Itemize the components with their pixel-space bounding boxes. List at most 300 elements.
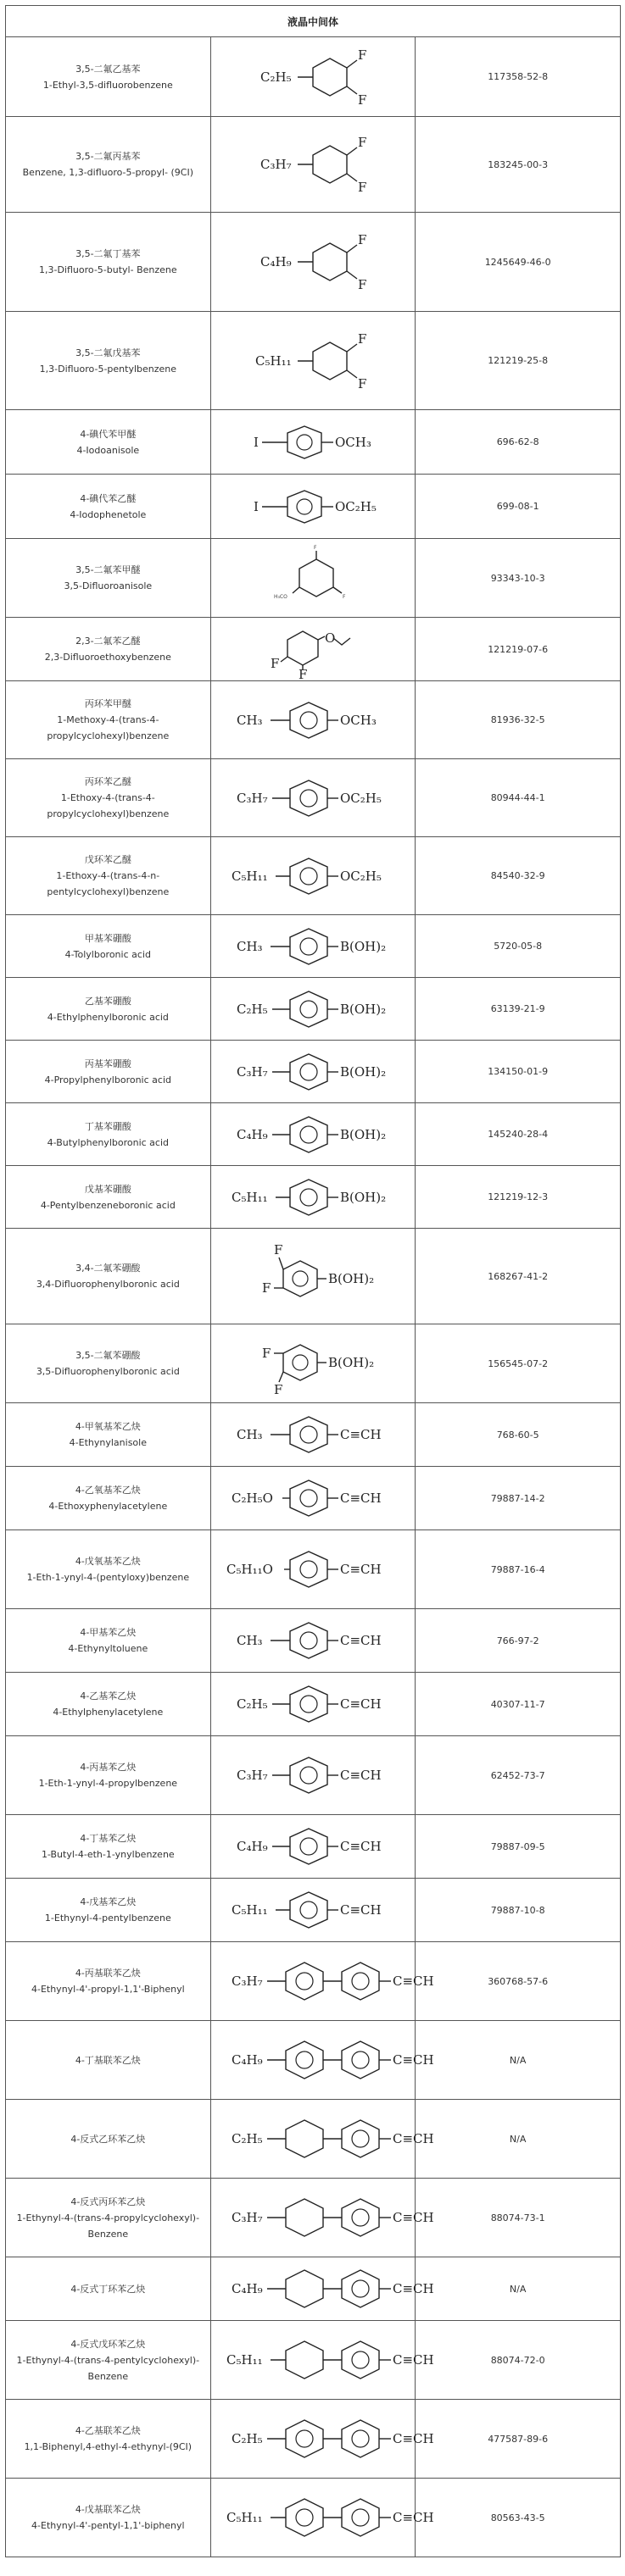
chinese-name: 3,5-二氟苯硼酸 — [75, 1350, 141, 1361]
substituent-label: H₃CO — [273, 594, 287, 600]
cas-number: 88074-72-0 — [416, 2321, 621, 2400]
english-name: 1-Ethyl-3,5-difluorobenzene — [42, 79, 173, 91]
structure-cell — [210, 1403, 416, 1467]
table-row — [6, 2179, 621, 2257]
compound-name — [6, 2400, 211, 2479]
chinese-name: 4-乙基联苯乙炔 — [75, 2425, 141, 2436]
table-row — [6, 1041, 621, 1103]
fluorine-label: F — [357, 277, 367, 292]
chinese-name: 4-乙氧基苯乙炔 — [75, 1485, 141, 1496]
structure-diagram — [211, 1887, 415, 1933]
right-substituent: OC₂H₅ — [339, 790, 382, 806]
right-substituent: C≡CH — [392, 2281, 434, 2296]
chinese-name: 戊环苯乙醚 — [84, 854, 131, 865]
left-substituent: C₅H₁₁ — [231, 1902, 268, 1918]
english-name: 1,3-Difluoro-5-pentylbenzene — [39, 363, 177, 375]
structure-diagram — [211, 1475, 415, 1521]
structure-cell — [210, 475, 416, 539]
cas-number: 477587-89-6 — [416, 2400, 621, 2479]
english-name: 1,3-Difluoro-5-butyl- Benzene — [39, 264, 177, 275]
table-row — [6, 1229, 621, 1324]
chinese-name: 4-丁基联苯乙炔 — [75, 2054, 141, 2066]
cas-number: 1245649-46-0 — [416, 213, 621, 312]
right-substituent: B(OH)₂ — [339, 1063, 387, 1080]
left-substituent: I — [253, 434, 259, 450]
chinese-name: 4-反式丙环苯乙炔 — [70, 2196, 146, 2207]
compound-name — [6, 2021, 211, 2100]
cas-number: 80944-44-1 — [416, 759, 621, 837]
left-substituent: CH₃ — [236, 712, 263, 728]
chinese-name: 2,3-二氟苯乙醚 — [75, 636, 141, 647]
chinese-name: 4-戊基联苯乙炔 — [75, 2504, 141, 2515]
fluorine-label: F — [357, 232, 367, 247]
cas-number: 5720-05-8 — [416, 915, 621, 978]
structure-cell — [210, 1229, 416, 1324]
cas-number: 168267-41-2 — [416, 1229, 621, 1324]
chinese-name: 甲基苯硼酸 — [84, 932, 131, 944]
structure-cell — [210, 837, 416, 915]
compound-name — [6, 1879, 211, 1942]
left-substituent: CH₃ — [236, 938, 263, 954]
left-substituent: I — [253, 498, 259, 514]
english-name: 1-Butyl-4-eth-1-ynylbenzene — [41, 1849, 175, 1860]
structure-diagram — [237, 122, 389, 207]
table-row — [6, 1673, 621, 1736]
right-substituent: C≡CH — [392, 2352, 434, 2368]
structure-diagram — [228, 421, 398, 464]
compound-name — [6, 1673, 211, 1736]
right-substituent: C≡CH — [339, 1562, 382, 1577]
cas-number: 79887-14-2 — [416, 1467, 621, 1530]
table-row — [6, 37, 621, 117]
chinese-name: 4-碘代苯甲醚 — [80, 428, 137, 440]
compound-name — [6, 213, 211, 312]
chinese-name: 丙基苯硼酸 — [84, 1058, 131, 1069]
chinese-name: 4-乙基苯乙炔 — [80, 1690, 137, 1702]
structure-diagram — [211, 1049, 415, 1095]
cas-number: 121219-07-6 — [416, 618, 621, 681]
structure-cell — [210, 2179, 434, 2257]
structure-cell — [210, 1467, 416, 1530]
table-row — [6, 2479, 621, 2557]
right-substituent: B(OH)₂ — [327, 1355, 375, 1370]
table-row — [6, 410, 621, 475]
left-substituent: C₂H₅O — [231, 1491, 273, 1506]
compound-name — [6, 2321, 211, 2400]
cas-number: 79887-09-5 — [416, 1815, 621, 1879]
english-name: 4-Ethoxyphenylacetylene — [48, 1501, 168, 1512]
cas-number: 117358-52-8 — [416, 37, 621, 117]
chinese-name: 丁基苯硼酸 — [84, 1120, 131, 1132]
table-header-row — [6, 6, 621, 37]
structure-diagram — [211, 1618, 415, 1663]
left-substituent: C₅H₁₁O — [226, 1562, 273, 1577]
english-name: 1-Ethynyl-4-(trans-4-pentylcyclohexyl)- Benzene — [16, 2354, 200, 2382]
right-substituent: C≡CH — [339, 1633, 382, 1648]
right-substituent: C≡CH — [339, 1839, 382, 1854]
structure-diagram — [211, 853, 415, 899]
chinese-name: 3,5-二氟苯甲醚 — [75, 564, 141, 575]
compound-name — [6, 117, 211, 213]
structure-diagram — [211, 1752, 415, 1798]
right-substituent: OCH₃ — [339, 712, 377, 728]
left-substituent: C₅H₁₁ — [231, 1189, 268, 1205]
structure-diagram — [211, 1681, 415, 1727]
left-substituent: C₅H₁₁ — [231, 868, 268, 884]
compound-name — [6, 539, 211, 618]
fluorine-label: F — [270, 656, 280, 671]
compound-name — [6, 1166, 211, 1229]
right-substituent: C≡CH — [392, 2052, 434, 2068]
cas-number: 145240-28-4 — [416, 1103, 621, 1166]
chinese-name: 4-碘代苯乙醚 — [80, 492, 137, 504]
cas-number: 768-60-5 — [416, 1403, 621, 1467]
cas-number: 93343-10-3 — [416, 539, 621, 618]
intermediates-table — [5, 5, 621, 2557]
english-name: 1-Ethynyl-4-(trans-4-propylcyclohexyl)- Benzene — [16, 2212, 200, 2240]
chinese-name: 4-甲基苯乙炔 — [80, 1627, 137, 1638]
cas-number: 156545-07-2 — [416, 1324, 621, 1403]
table-row — [6, 978, 621, 1041]
compound-name — [6, 618, 211, 681]
table-row — [6, 1815, 621, 1879]
left-substituent: CH₃ — [236, 1427, 263, 1442]
table-row — [6, 475, 621, 539]
english-name: 4-Iodoanisole — [76, 444, 140, 456]
structure-diagram — [211, 1174, 415, 1220]
english-name: 3,5-Difluorophenylboronic acid — [36, 1366, 180, 1377]
oxygen-label: O — [324, 630, 336, 646]
table-row — [6, 1166, 621, 1229]
english-name: 4-Ethylphenylboronic acid — [47, 1011, 169, 1023]
structure-cell — [210, 2479, 434, 2557]
right-substituent: C≡CH — [339, 1696, 382, 1712]
compound-name — [6, 1942, 211, 2021]
left-substituent: C₃H₇ — [236, 1063, 268, 1080]
cas-number: 40307-11-7 — [416, 1673, 621, 1736]
cas-number: 121219-12-3 — [416, 1166, 621, 1229]
fluorine-label: F — [261, 1280, 271, 1296]
fluorine-label: F — [342, 594, 346, 600]
cas-number: 62452-73-7 — [416, 1736, 621, 1815]
left-substituent: C₂H₅ — [236, 1001, 268, 1017]
fluorine-label: F — [273, 1382, 283, 1397]
english-name: 4-Ethynyl-4'-pentyl-1,1'-biphenyl — [31, 2520, 185, 2531]
left-substituent: C₂H₅ — [231, 2431, 263, 2446]
structure-cell — [210, 1166, 416, 1229]
cas-number: 699-08-1 — [416, 475, 621, 539]
compound-name — [6, 1229, 211, 1324]
fluorine-label: F — [261, 1346, 271, 1361]
chinese-name: 4-丙基联苯乙炔 — [75, 1968, 141, 1979]
table-row — [6, 312, 621, 410]
chinese-name: 3,5-二氟丙基苯 — [75, 151, 141, 162]
substituent-label: C₃H₇ — [259, 157, 292, 172]
right-substituent: OC₂H₅ — [334, 498, 377, 514]
compound-name — [6, 1609, 211, 1673]
structure-cell — [210, 618, 416, 681]
structure-diagram — [228, 1328, 398, 1399]
right-substituent: C≡CH — [392, 2131, 434, 2146]
fluorine-label: F — [357, 92, 367, 108]
right-substituent: OC₂H₅ — [339, 868, 382, 884]
structure-cell — [210, 681, 416, 759]
structure-cell — [210, 2021, 434, 2100]
right-substituent: C≡CH — [392, 2210, 434, 2225]
compound-name — [6, 1530, 211, 1609]
right-substituent: B(OH)₂ — [339, 1126, 387, 1142]
chinese-name: 乙基苯硼酸 — [84, 995, 131, 1007]
compound-name — [6, 2179, 211, 2257]
structure-cell — [210, 1041, 416, 1103]
structure-cell — [210, 1673, 416, 1736]
chinese-name: 4-甲氧基苯乙炔 — [75, 1421, 141, 1432]
english-name: 4-Butylphenylboronic acid — [47, 1136, 169, 1148]
table-row — [6, 1324, 621, 1403]
english-name: 4-Propylphenylboronic acid — [44, 1074, 171, 1085]
table-row — [6, 1467, 621, 1530]
structure-cell — [210, 2100, 434, 2179]
left-substituent: C₃H₇ — [231, 2210, 263, 2225]
right-substituent: C≡CH — [339, 1427, 382, 1442]
chinese-name: 4-反式丁环苯乙炔 — [70, 2283, 146, 2295]
cas-number: 88074-73-1 — [416, 2179, 621, 2257]
chinese-name: 4-反式戊环苯乙炔 — [70, 2338, 146, 2350]
cas-number: 121219-25-8 — [416, 312, 621, 410]
table-row — [6, 117, 621, 213]
cas-number: N/A — [416, 2100, 621, 2179]
english-name: 4-Ethynylanisole — [69, 1437, 147, 1448]
structure-diagram — [211, 1824, 415, 1869]
table-row — [6, 1103, 621, 1166]
left-substituent: CH₃ — [236, 1633, 263, 1648]
english-name: 3,4-Difluorophenylboronic acid — [36, 1279, 180, 1290]
english-name: 4-Tolylboronic acid — [64, 948, 151, 960]
table-row — [6, 1403, 621, 1467]
compound-name — [6, 1324, 211, 1403]
left-substituent: C₄H₉ — [231, 2281, 263, 2296]
right-substituent: C≡CH — [392, 1974, 434, 1989]
table-row — [6, 1736, 621, 1815]
table-row — [6, 2021, 621, 2100]
structure-diagram — [228, 486, 398, 528]
structure-diagram — [211, 924, 415, 969]
chinese-name: 4-反式乙环苯乙炔 — [70, 2133, 146, 2145]
substituent-label: C₂H₅ — [259, 69, 292, 85]
compound-name — [6, 2100, 211, 2179]
structure-diagram — [237, 218, 389, 306]
right-substituent: C≡CH — [392, 2431, 434, 2446]
compound-name — [6, 681, 211, 759]
table-header: 液晶中间体 — [6, 6, 621, 37]
right-substituent: C≡CH — [339, 1768, 382, 1783]
table-row — [6, 1879, 621, 1942]
english-name: 1-Ethoxy-4-(trans-4-n-pentylcyclohexyl)benzene — [47, 870, 170, 897]
structure-diagram — [211, 775, 415, 821]
structure-cell — [210, 2400, 434, 2479]
fluorine-label: F — [273, 1242, 283, 1257]
left-substituent: C₃H₇ — [236, 790, 268, 806]
english-name: 2,3-Difluoroethoxybenzene — [44, 652, 171, 663]
structure-cell — [210, 410, 416, 475]
structure-cell — [210, 759, 416, 837]
compound-name — [6, 2257, 211, 2321]
cas-number: 766-97-2 — [416, 1609, 621, 1673]
structure-cell — [210, 117, 416, 213]
left-substituent: C₂H₅ — [236, 1696, 268, 1712]
structure-diagram — [237, 317, 389, 405]
right-substituent: OCH₃ — [334, 434, 371, 450]
chinese-name: 丙环苯甲醚 — [84, 698, 131, 709]
compound-name — [6, 1736, 211, 1815]
right-substituent: B(OH)₂ — [327, 1271, 375, 1286]
chinese-name: 戊基苯硼酸 — [84, 1183, 131, 1195]
chinese-name: 3,5-二氟乙基苯 — [75, 63, 141, 75]
left-substituent: C₄H₉ — [231, 2052, 263, 2068]
structure-cell — [210, 1103, 416, 1166]
cas-number: 360768-57-6 — [416, 1942, 621, 2021]
table-row — [6, 2257, 621, 2321]
left-substituent: C₃H₇ — [236, 1768, 268, 1783]
right-substituent: B(OH)₂ — [339, 1001, 387, 1017]
structure-cell — [210, 213, 416, 312]
right-substituent: C≡CH — [339, 1491, 382, 1506]
fluorine-label: F — [357, 375, 367, 391]
structure-cell — [210, 312, 416, 410]
right-substituent: C≡CH — [392, 2510, 434, 2525]
chinese-name: 4-戊氧基苯乙炔 — [75, 1556, 141, 1567]
structure-diagram — [237, 40, 389, 114]
cas-number: 79887-16-4 — [416, 1530, 621, 1609]
cas-number: 183245-00-3 — [416, 117, 621, 213]
cas-number: N/A — [416, 2257, 621, 2321]
chinese-name: 丙环苯乙醚 — [84, 776, 131, 787]
table-row — [6, 1530, 621, 1609]
structure-diagram — [211, 1112, 415, 1158]
table-row — [6, 681, 621, 759]
structure-cell — [210, 1324, 416, 1403]
english-name: 1-Ethynyl-4-pentylbenzene — [44, 1913, 171, 1924]
fluorine-label: F — [298, 667, 308, 679]
compound-name — [6, 410, 211, 475]
table-row — [6, 1609, 621, 1673]
table-row — [6, 618, 621, 681]
cas-number: 84540-32-9 — [416, 837, 621, 915]
structure-diagram — [211, 697, 415, 743]
substituent-label: C₄H₉ — [259, 254, 292, 269]
structure-cell — [210, 2321, 434, 2400]
cas-number: 81936-32-5 — [416, 681, 621, 759]
compound-name — [6, 312, 211, 410]
left-substituent: C₅H₁₁ — [226, 2352, 263, 2368]
fluorine-label: F — [357, 135, 367, 150]
structure-diagram — [211, 1546, 415, 1592]
chinese-name: 3,5-二氟丁基苯 — [75, 248, 141, 259]
structure-cell — [210, 1942, 434, 2021]
english-name: 4-Ethynyltoluene — [68, 1643, 148, 1654]
page — [5, 5, 621, 2557]
structure-cell — [210, 1879, 416, 1942]
table-row — [6, 539, 621, 618]
english-name: 4-Iodophenetole — [70, 508, 147, 520]
fluorine-label: F — [357, 330, 367, 347]
compound-name — [6, 1815, 211, 1879]
english-name: 1-Methoxy-4-(trans-4-propylcyclohexyl)benzene — [47, 714, 170, 741]
right-substituent: B(OH)₂ — [339, 1189, 387, 1205]
english-name: 3,5-Difluoroanisole — [64, 580, 153, 591]
structure-cell — [210, 2257, 434, 2321]
structure-cell — [210, 915, 416, 978]
english-name: 1-Ethoxy-4-(trans-4-propylcyclohexyl)benzene — [47, 792, 170, 819]
table-row — [6, 1942, 621, 2021]
compound-name — [6, 759, 211, 837]
structure-diagram — [245, 619, 381, 679]
structure-cell — [210, 1609, 416, 1673]
cas-number: 696-62-8 — [416, 410, 621, 475]
table-row — [6, 2100, 621, 2179]
fluorine-label: F — [357, 47, 367, 63]
compound-name — [6, 1103, 211, 1166]
english-name: 1-Eth-1-ynyl-4-(pentyloxy)benzene — [26, 1572, 190, 1583]
left-substituent: C₄H₉ — [236, 1126, 268, 1142]
english-name: 4-Pentylbenzeneboronic acid — [40, 1199, 176, 1211]
compound-name — [6, 1041, 211, 1103]
compound-name — [6, 837, 211, 915]
compound-name — [6, 978, 211, 1041]
structure-cell — [210, 1815, 416, 1879]
compound-name — [6, 1467, 211, 1530]
structure-diagram — [211, 986, 415, 1032]
english-name: 1,1-Biphenyl,4-ethyl-4-ethynyl-(9CI) — [24, 2441, 193, 2452]
chinese-name: 3,4-二氟苯硼酸 — [75, 1263, 141, 1274]
table-row — [6, 2321, 621, 2400]
english-name: Benzene, 1,3-difluoro-5-propyl- (9CI) — [22, 167, 193, 178]
table-row — [6, 759, 621, 837]
compound-name — [6, 37, 211, 117]
chinese-name: 4-丙基苯乙炔 — [80, 1762, 137, 1773]
right-substituent: C≡CH — [339, 1902, 382, 1918]
compound-name — [6, 1403, 211, 1467]
english-name: 4-Ethynyl-4'-propyl-1,1'-Biphenyl — [31, 1984, 185, 1995]
structure-cell — [210, 539, 416, 618]
structure-cell — [210, 37, 416, 117]
table-row — [6, 2400, 621, 2479]
substituent-label: C₅H₁₁ — [254, 353, 292, 369]
fluorine-label: F — [313, 545, 317, 551]
compound-name — [6, 475, 211, 539]
structure-diagram — [211, 1412, 415, 1457]
chinese-name: 4-丁基苯乙炔 — [80, 1833, 137, 1844]
compound-name — [6, 915, 211, 978]
cas-number: 79887-10-8 — [416, 1879, 621, 1942]
right-substituent: B(OH)₂ — [339, 938, 387, 954]
structure-diagram — [228, 1234, 398, 1319]
left-substituent: C₃H₇ — [231, 1974, 263, 1989]
structure-cell — [210, 1736, 416, 1815]
cas-number: 80563-43-5 — [416, 2479, 621, 2557]
cas-number: 63139-21-9 — [416, 978, 621, 1041]
chinese-name: 4-戊基苯乙炔 — [80, 1896, 137, 1907]
english-name: 1-Eth-1-ynyl-4-propylbenzene — [38, 1778, 178, 1789]
fluorine-label: F — [357, 180, 367, 195]
left-substituent: C₂H₅ — [231, 2131, 263, 2146]
table-row — [6, 837, 621, 915]
english-name: 4-Ethylphenylacetylene — [53, 1707, 164, 1718]
structure-cell — [210, 978, 416, 1041]
left-substituent: C₄H₉ — [236, 1839, 268, 1854]
table-row — [6, 915, 621, 978]
structure-cell — [210, 1530, 416, 1609]
